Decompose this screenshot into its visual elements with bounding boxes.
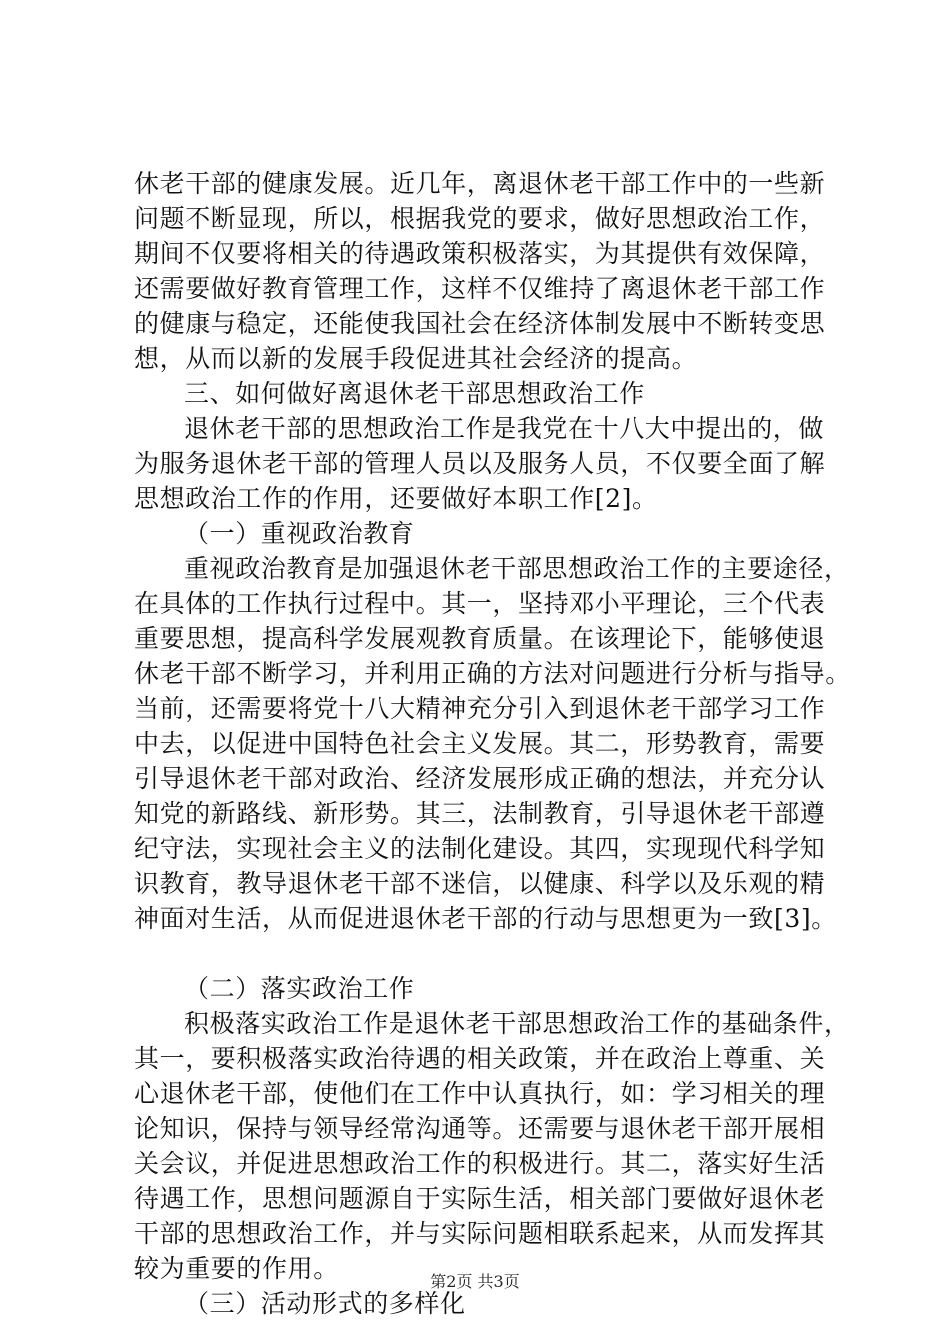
paragraph-line: 在具体的工作执行过程中。其一，坚持邓小平理论，三个代表 — [134, 589, 826, 618]
subsection-heading: （二）落实政治工作 — [184, 974, 415, 1003]
paragraph-line: 重要思想，提高科学发展观教育质量。在该理论下，能够使退 — [134, 624, 826, 653]
paragraph-line: 干部的思想政治工作，并与实际问题相联系起来，从而发挥其 — [134, 1219, 826, 1248]
paragraph-line: 还需要做好教育管理工作，这样不仅维持了离退休老干部工作 — [134, 274, 826, 303]
paragraph-line: 当前，还需要将党十八大精神充分引入到退休老干部学习工作 — [134, 694, 826, 723]
paragraph-line: 重视政治教育是加强退休老干部思想政治工作的主要途径， — [184, 554, 850, 583]
paragraph-line: 期间不仅要将相关的待遇政策积极落实，为其提供有效保障， — [134, 239, 826, 268]
paragraph-line: 退休老干部的思想政治工作是我党在十八大中提出的，做 — [184, 414, 825, 443]
paragraph-line: 较为重要的作用。 — [134, 1254, 339, 1283]
subsection-heading: （三）活动形式的多样化 — [184, 1289, 466, 1318]
paragraph-line: 引导退休老干部对政治、经济发展形成正确的想法，并充分认 — [134, 764, 826, 793]
paragraph-line: 识教育，教导退休老干部不迷信，以健康、科学以及乐观的精 — [134, 869, 826, 898]
paragraph-line: 为服务退休老干部的管理人员以及服务人员，不仅要全面了解 — [134, 449, 826, 478]
paragraph-line: 休老干部不断学习，并利用正确的方法对问题进行分析与指导。 — [134, 659, 851, 688]
paragraph-line: 积极落实政治工作是退休老干部思想政治工作的基础条件， — [184, 1009, 850, 1038]
document-body — [134, 166, 851, 1321]
paragraph-line: 神面对生活，从而促进退休老干部的行动与思想更为一致[3]。 — [134, 904, 837, 933]
paragraph-line: 知党的新路线、新形势。其三，法制教育，引导退休老干部遵 — [134, 799, 826, 828]
paragraph-line: 休老干部的健康发展。近几年，离退休老干部工作中的一些新 — [134, 169, 826, 198]
paragraph-line: 中去，以促进中国特色社会主义发展。其二，形势教育，需要 — [134, 729, 826, 758]
page-number-footer: 第2页 共3页 — [430, 1272, 520, 1291]
paragraph-line: 纪守法，实现社会主义的法制化建设。其四，实现现代科学知 — [134, 834, 826, 863]
paragraph-line: 心退休老干部，使他们在工作中认真执行，如：学习相关的理 — [134, 1079, 826, 1108]
paragraph-line: 论知识，保持与领导经常沟通等。还需要与退休老干部开展相 — [134, 1114, 826, 1143]
paragraph-line: 问题不断显现，所以，根据我党的要求，做好思想政治工作， — [134, 204, 826, 233]
paragraph-line: 关会议，并促进思想政治工作的积极进行。其二，落实好生活 — [134, 1149, 826, 1178]
paragraph-line: 的健康与稳定，还能使我国社会在经济体制发展中不断转变思 — [134, 309, 826, 338]
paragraph-line: 待遇工作，思想问题源自于实际生活，相关部门要做好退休老 — [134, 1184, 826, 1213]
blank-line — [134, 936, 824, 971]
paragraph-line: 其一，要积极落实政治待遇的相关政策，并在政治上尊重、关 — [134, 1044, 826, 1073]
section-heading: 三、如何做好离退休老干部思想政治工作 — [184, 379, 645, 408]
subsection-heading: （一）重视政治教育 — [184, 519, 415, 548]
paragraph-line: 思想政治工作的作用，还要做好本职工作[2]。 — [134, 484, 658, 513]
paragraph-line: 想，从而以新的发展手段促进其社会经济的提高。 — [134, 344, 698, 373]
